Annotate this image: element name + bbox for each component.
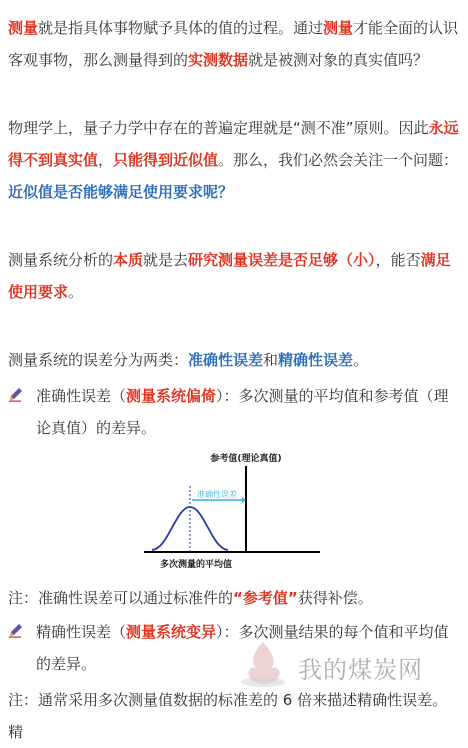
text-run: 。: [68, 283, 84, 301]
text-run: 。那么，我们必然会关注一个问题：: [218, 151, 459, 169]
text-run: 才能全面的认识客观事物，那么测量得到的: [8, 19, 459, 69]
question-highlight: 近似值是否能够满足使用要求呢？: [8, 183, 234, 201]
text-run: ，能否: [375, 251, 421, 269]
text-run: 。: [353, 351, 369, 369]
text-run: ）：多次测量的平均值和参考值（理论真值）的差异。: [36, 387, 449, 437]
term-essence: 本质: [113, 251, 144, 269]
reference-label: 参考值(理论真值): [210, 454, 282, 464]
text-run: 测量系统分析的: [8, 251, 114, 269]
text-run: 就是去: [143, 251, 189, 269]
watermark-text: 我的煤炭网: [298, 656, 423, 684]
text-run: 获得补偿。: [297, 589, 373, 607]
text-run: 注：通常采用多次测量值数据的标准差的 6 倍来描述精确性误差。精: [8, 691, 448, 741]
text-run: 准确性误差（: [36, 387, 127, 405]
text-run: 测量系统的误差分为两类：: [8, 351, 189, 369]
term-reference-value: “参考值”: [233, 589, 298, 607]
bias-figure: [138, 452, 338, 574]
term-measured-data: 实测数据: [188, 51, 249, 69]
bullet-accuracy-text: [36, 380, 460, 444]
text-run: ）：多次测量结果的每个值和平均值的差异。: [36, 623, 449, 673]
text-run: 注：准确性误差可以通过标准件的: [8, 589, 234, 607]
pen-icon: [8, 617, 26, 649]
term-measurement-2: 测量: [323, 19, 354, 37]
text-run: 和: [263, 351, 279, 369]
term-precision-error: 精确性误差: [278, 351, 354, 369]
term-variation: 测量系统变异: [126, 623, 217, 641]
msa-paragraph: [8, 244, 460, 308]
mean-label: 多次测量的平均值: [159, 560, 233, 570]
intro-paragraph: [8, 12, 460, 76]
error-types-paragraph: [8, 344, 460, 376]
highlight-approx-value: 只能得到近似值: [113, 151, 219, 169]
term-measurement: 测量: [8, 19, 39, 37]
text-run: 物理学上，量子力学中存在的普遍定理就是“测不准”原则。因此: [8, 119, 429, 137]
bias-label: 准确性误差: [197, 490, 237, 499]
text-run: 精确性误差（: [36, 623, 127, 641]
highlight-study-error: 研究测量误差是否足够（小）: [188, 251, 376, 269]
highlight-no-true-value: 永远得不到真实值: [8, 119, 459, 169]
pen-icon: [8, 381, 26, 413]
term-bias: 测量系统偏倚: [126, 387, 217, 405]
term-accuracy-error: 准确性误差: [188, 351, 264, 369]
text-run: ，: [98, 151, 114, 169]
highlight-meet-requirements: 满足使用要求: [8, 251, 451, 301]
text-run: 就是被测对象的真实值吗？: [248, 51, 429, 69]
note-accuracy: [8, 582, 460, 614]
physics-paragraph: [8, 112, 460, 208]
note-precision: [8, 684, 460, 748]
watermark-logo-icon: [236, 638, 290, 692]
bullet-accuracy: [8, 380, 460, 444]
text-run: 就是指具体事物赋予具体的值的过程。通过: [38, 19, 324, 37]
bias-diagram: [138, 452, 338, 574]
